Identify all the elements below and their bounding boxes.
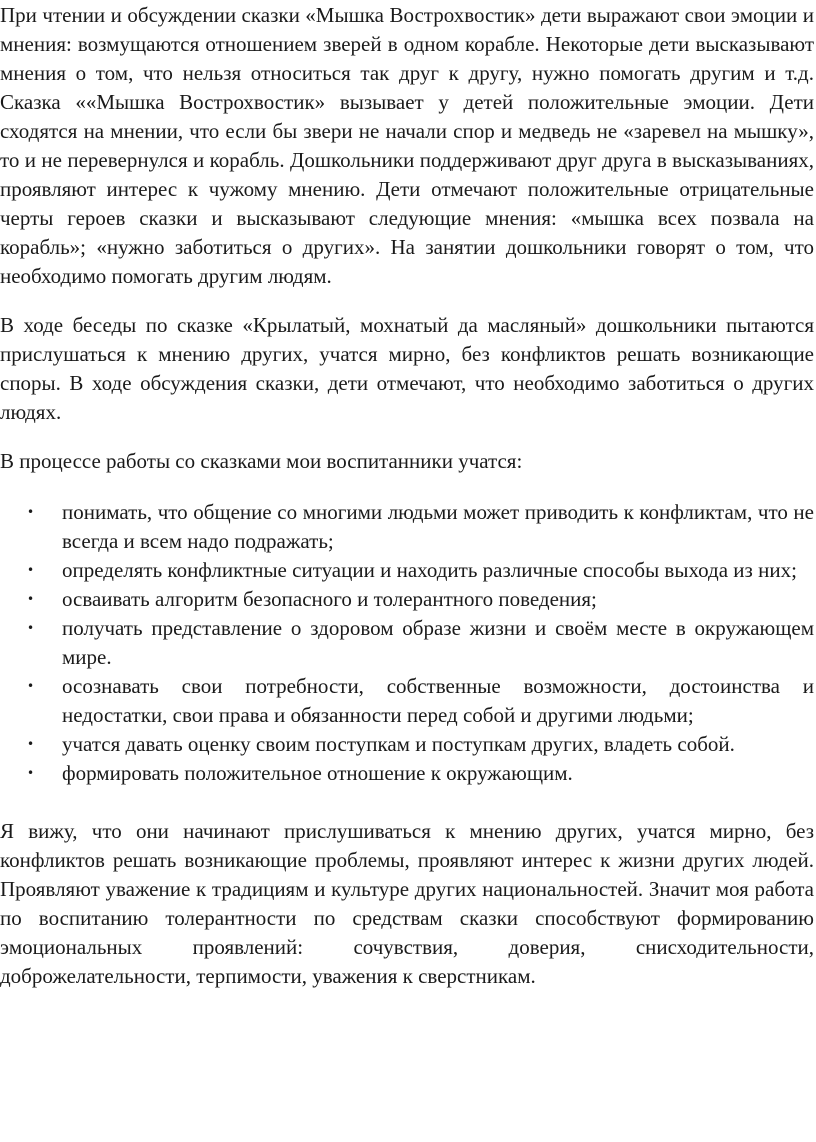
bullet-marker: • [27, 679, 35, 693]
list-item-text: осознавать свои потребности, собственные возможности, достоинства и недостатки, свои права и обязанности перед собой и другими людьми; [62, 674, 814, 727]
paragraph-conclusion: Я вижу, что они начинают прислушиваться к мнению других, учатся мирно, без конфликтов решать возникающие проблемы, проявляют интерес к жизни других людей. Проявляют уважение к традициям и культуре других национальностей. Значит моя работа по воспитанию толерантности по средствам сказки способствуют формированию эмоциональных проявлений: сочувствия, доверия, снисходительности, доброжелательности, терпимости, уважения к сверстникам. [0, 819, 814, 988]
paragraph-list-intro: В процессе работы со сказками мои воспитанники учатся: [0, 449, 523, 473]
bullet-marker: • [27, 621, 35, 635]
paragraph-winged-tale: В ходе беседы по сказке «Крылатый, мохнатый да масляный» дошкольники пытаются прислушаться к мнению других, учатся мирно, без конфликтов решать возникающие споры. В ходе обсуждения сказки, дети отмечают, что необходимо заботиться о других людях. [0, 313, 814, 424]
list-item [0, 585, 814, 614]
paragraph-mouse-tale: При чтении и обсуждении сказки «Мышка Вострохвостик» дети выражают свои эмоции и мнения: возмущаются отношением зверей в одном корабле. Некоторые дети высказывают мнения о том, что нельзя относиться так друг к другу, нужно помогать другим и т.д. Сказка ««Мышка Вострохвостик» вызывает у детей положительные эмоции. Дети сходятся на мнении, что если бы звери не начали спор и медведь не «заревел на мышку», то и не перевернулся и корабль. Дошкольники поддерживают друг друга в высказываниях, проявляют интерес к чужому мнению. Дети отмечают положительные отрицательные черты героев сказки и высказывают следующие мнения: «мышка всех позвала на корабль»; «нужно заботиться о других». На занятии дошкольники говорят о том, что необходимо помогать другим людям. [0, 3, 814, 288]
list-item-text: получать представление о здоровом образе жизни и своём месте в окружающем мире. [62, 616, 814, 669]
bullet-marker: • [27, 563, 35, 577]
list-item-text: осваивать алгоритм безопасного и толерантного поведения; [62, 587, 597, 611]
list-item-text: определять конфликтные ситуации и находить различные способы выхода из них; [62, 558, 797, 582]
list-item [0, 672, 814, 730]
list-item [0, 556, 814, 585]
list-item-text: учатся давать оценку своим поступкам и поступкам других, владеть собой. [62, 732, 735, 756]
list-item [0, 730, 814, 759]
list-item [0, 759, 814, 788]
list-item [0, 498, 814, 556]
list-item-text: понимать, что общение со многими людьми может приводить к конфликтам, что не всегда и всем надо подражать; [62, 500, 814, 553]
bullet-marker: • [27, 766, 35, 780]
skills-list [0, 498, 814, 788]
list-item-text: формировать положительное отношение к окружающим. [62, 761, 573, 785]
bullet-marker: • [27, 592, 35, 606]
bullet-marker: • [27, 505, 35, 519]
bullet-marker: • [27, 737, 35, 751]
list-item [0, 614, 814, 672]
